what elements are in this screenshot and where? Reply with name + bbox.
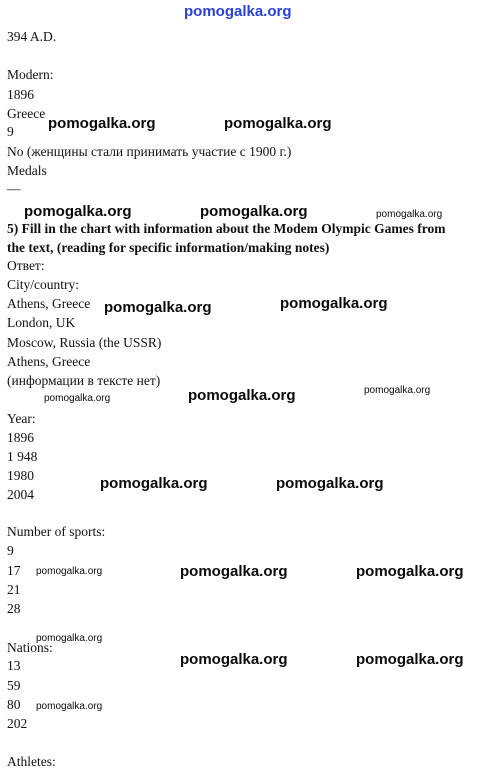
text-line: Year: [7,411,36,426]
watermark-top: pomogalka.org [184,3,292,20]
watermark: pomogalka.org [200,203,308,220]
watermark: pomogalka.org [276,475,384,492]
text-line: 1896 [7,87,34,102]
watermark: pomogalka.org [44,393,111,404]
watermark: pomogalka.org [36,566,103,577]
watermark: pomogalka.org [100,475,208,492]
text-line: 21 [7,582,21,597]
watermark: pomogalka.org [24,203,132,220]
watermark: pomogalka.org [376,209,443,220]
text-line: Athens, Greece [7,354,91,369]
text-line: No (женщины стали принимать участие с 1900 г.) [7,144,292,159]
text-line: Greece [7,106,46,121]
text-line: 59 [7,678,21,693]
text-line: Moscow, Russia (the USSR) [7,335,162,350]
text-line: London, UK [7,315,76,330]
watermark: pomogalka.org [224,115,332,132]
watermark: pomogalka.org [180,563,288,580]
text-line: 80 [7,697,21,712]
text-line: 1980 [7,468,34,483]
text-line: (информации в тексте нет) [7,373,161,388]
watermark: pomogalka.org [280,295,388,312]
text-line: 9 [7,124,14,139]
task-heading-line: the text, (reading for specific information/making notes) [7,240,330,255]
text-line: 13 [7,658,21,673]
text-line: 1 948 [7,449,38,464]
text-line: — [7,181,21,196]
text-line: Medals [7,163,47,178]
text-line: City/country: [7,277,79,292]
watermark: pomogalka.org [356,651,464,668]
text-line: 394 A.D. [7,29,57,44]
text-line: 2004 [7,487,34,502]
watermark: pomogalka.org [36,633,103,644]
watermark: pomogalka.org [48,115,156,132]
text-line: Number of sports: [7,524,106,539]
text-line: 202 [7,716,28,731]
text-line: 17 [7,563,21,578]
text-line: 1896 [7,430,34,445]
watermark: pomogalka.org [180,651,288,668]
text-line: Athletes: [7,754,56,769]
text-line: Modern: [7,67,54,82]
watermark: pomogalka.org [364,385,431,396]
text-line: 9 [7,543,14,558]
watermark: pomogalka.org [356,563,464,580]
watermark: pomogalka.org [104,299,212,316]
watermark: pomogalka.org [36,701,103,712]
watermark: pomogalka.org [188,387,296,404]
text-line: 28 [7,601,21,616]
task-heading-line: 5) Fill in the chart with information about the Modem Olympic Games from [7,221,446,236]
text-line: Nations: [7,640,53,655]
text-line: Athens, Greece [7,296,91,311]
answer-label: Ответ: [7,258,45,273]
